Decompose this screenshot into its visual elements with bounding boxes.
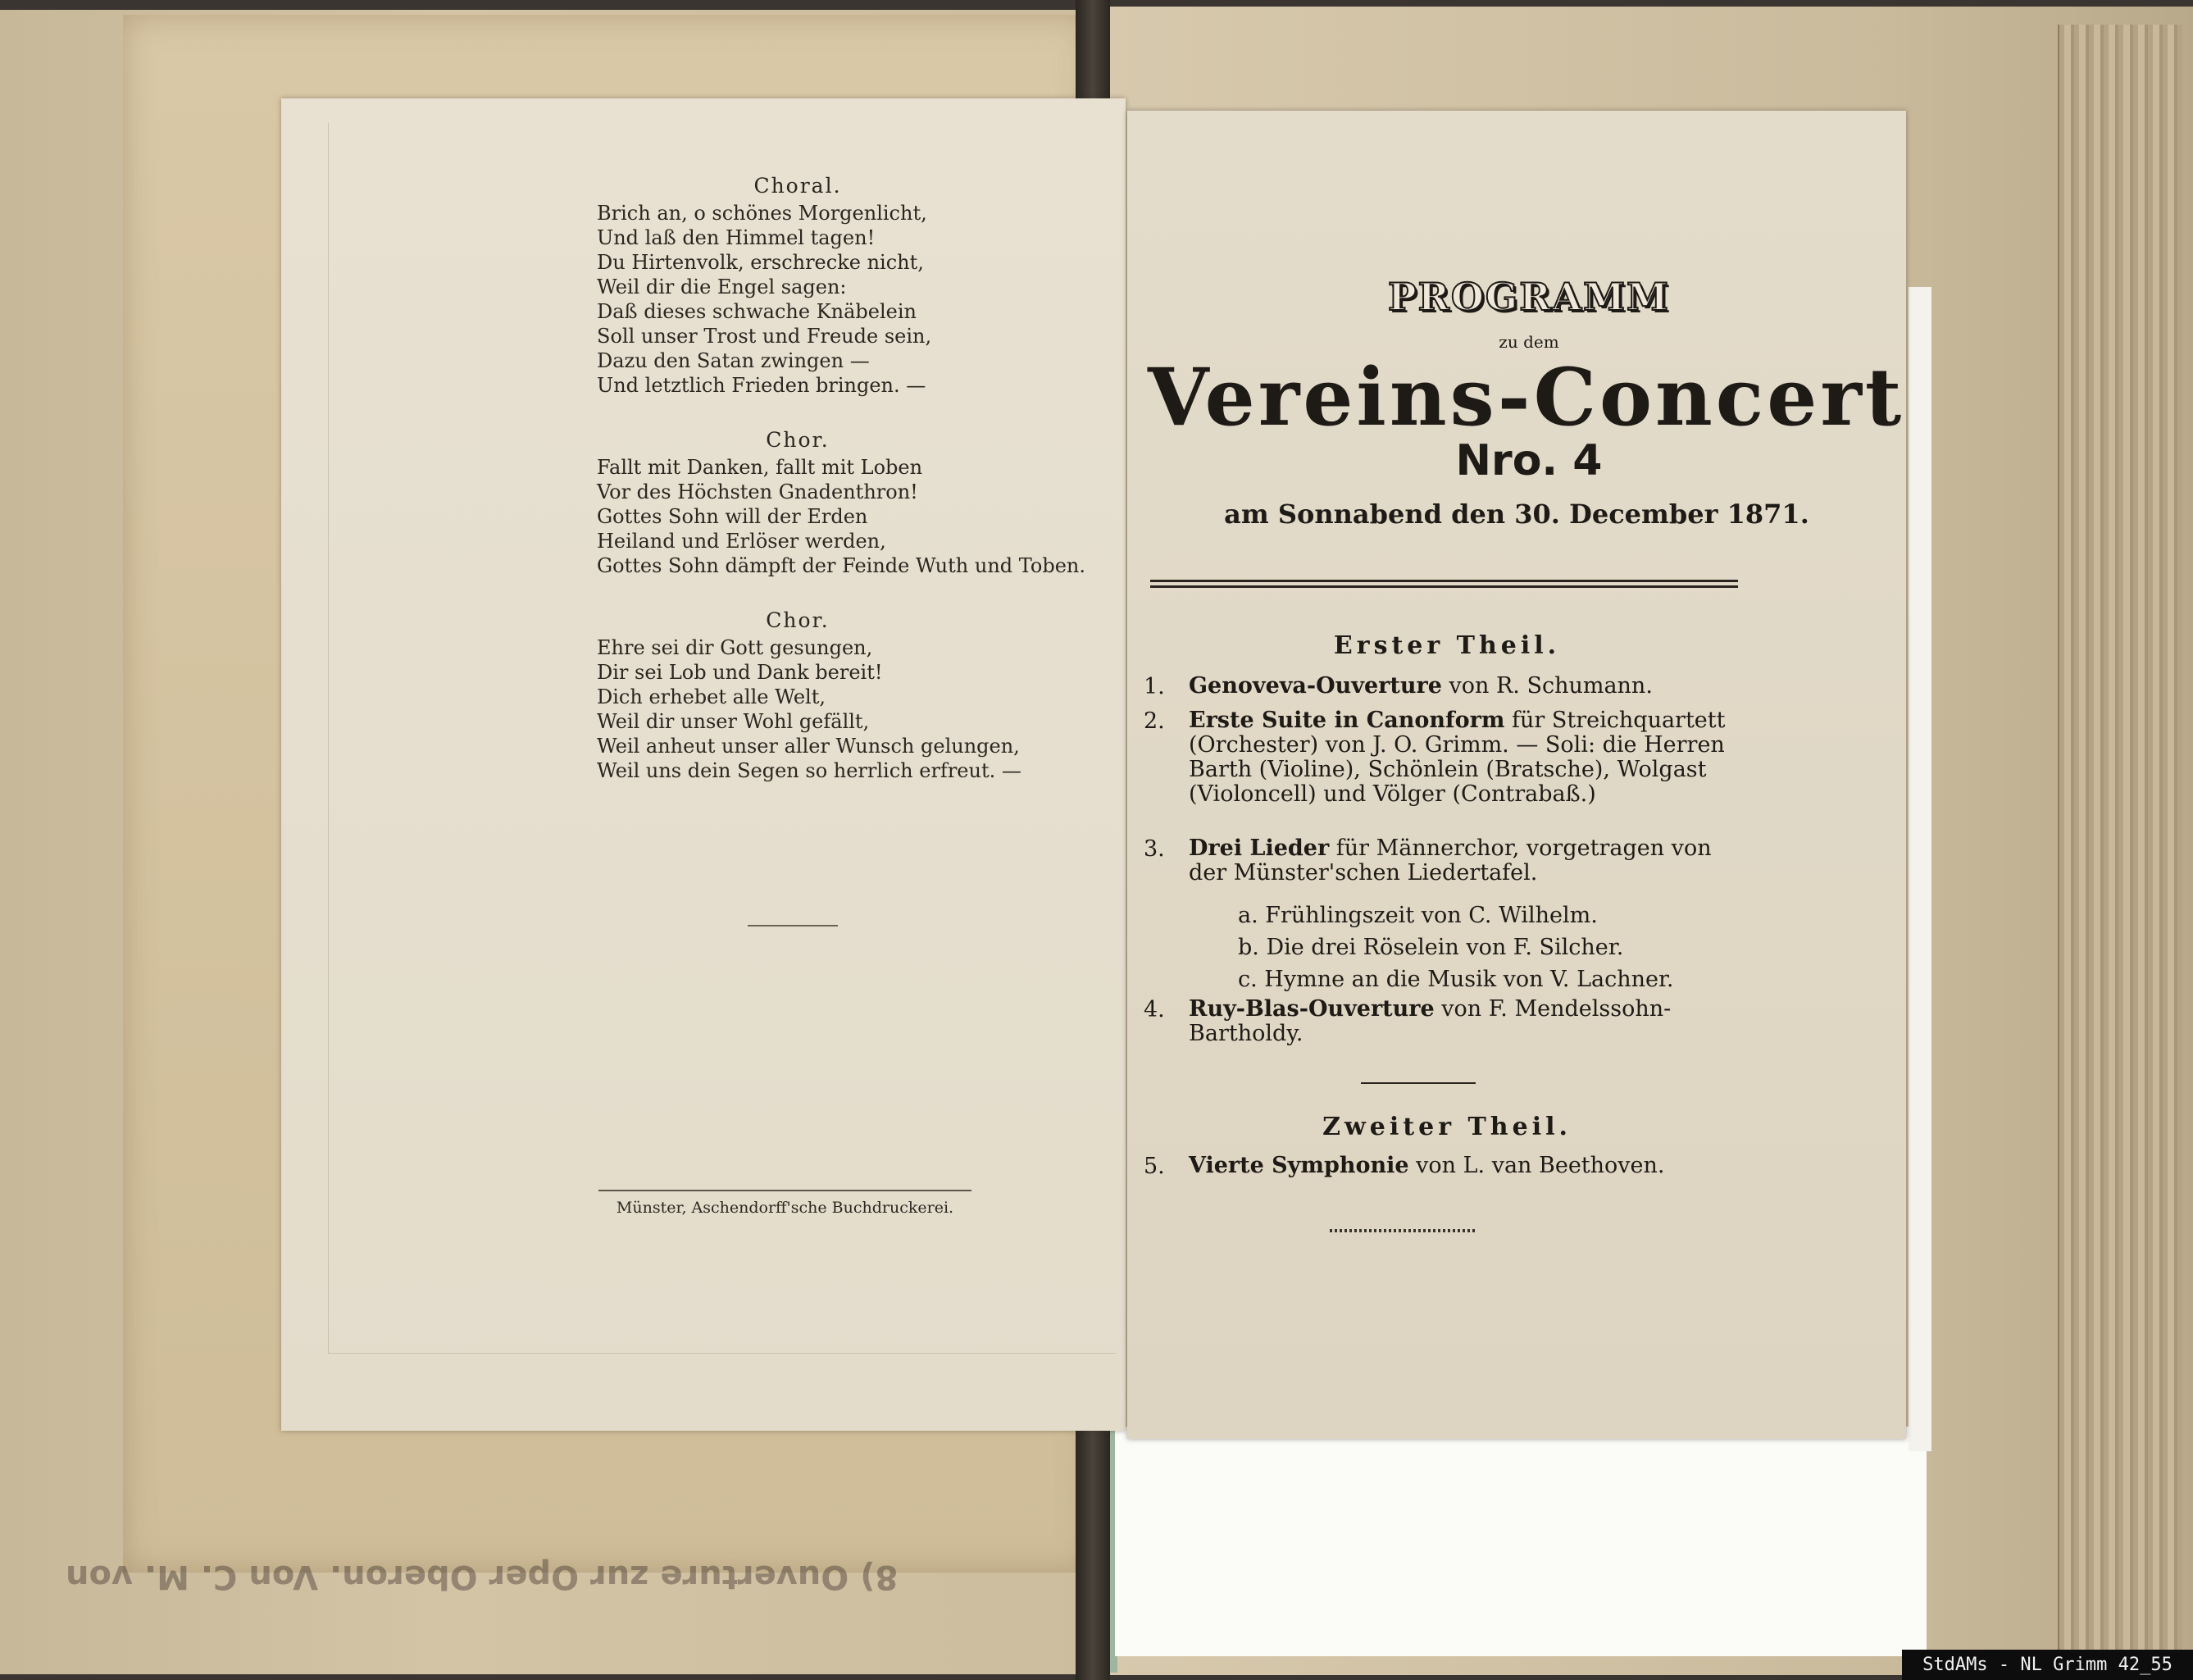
part-one-heading: Erster Theil.: [1333, 631, 1561, 660]
verse-line: Weil uns dein Segen so herrlich erfreut. —: [597, 759, 1021, 782]
verse-heading: Chor.: [766, 428, 830, 452]
item-number: 4.: [1144, 997, 1165, 1022]
page-edge-stack: [2058, 25, 2182, 1656]
ornamental-end-rule: [1330, 1229, 1477, 1232]
printer-imprint: Münster, Aschendorff'sche Buchdruckerei.: [616, 1199, 954, 1217]
verse-line: Weil anheut unser aller Wunsch gelungen,: [597, 735, 1020, 758]
concert-number: Nro. 4: [1455, 436, 1603, 485]
item-number: 2.: [1144, 708, 1165, 734]
item-text: [1189, 836, 1740, 886]
section-divider: [1361, 1082, 1476, 1084]
song-sub-item: b. Die drei Röselein von F. Silcher.: [1238, 935, 1624, 960]
verse-line: Dazu den Satan zwingen —: [597, 349, 870, 372]
imprint-rule: [598, 1190, 971, 1191]
verse-chor-2: [597, 608, 1021, 783]
song-sub-item: a. Frühlingszeit von C. Wilhelm.: [1238, 903, 1598, 928]
item-title: Vierte Symphonie: [1189, 1153, 1409, 1178]
verse-line: Soll unser Trost und Freude sein,: [597, 325, 932, 348]
verse-line: Brich an, o schönes Morgenlicht,: [597, 202, 927, 225]
song-sub-item: c. Hymne an die Musik von V. Lachner.: [1238, 967, 1674, 992]
double-rule: [1150, 580, 1738, 582]
verse-line: Dich erhebet alle Welt,: [597, 685, 826, 708]
item-detail: von L. van Beethoven.: [1408, 1153, 1665, 1178]
double-rule: [1150, 585, 1738, 588]
verse-heading: Choral.: [753, 174, 842, 198]
item-text: [1189, 674, 1740, 699]
verse-line: Weil dir unser Wohl gefällt,: [597, 710, 870, 733]
programme-subtitle: zu dem: [1499, 332, 1559, 352]
verse-line: Vor des Höchsten Gnadenthron!: [597, 480, 918, 503]
item-title: Erste Suite in Canonform: [1189, 708, 1505, 733]
concert-title: Vereins-Concert: [1148, 351, 1905, 444]
verse-line: Fallt mit Danken, fallt mit Loben: [597, 456, 923, 479]
verse-line: Heiland und Erlöser werden,: [597, 530, 886, 553]
verse-line: Weil dir die Engel sagen:: [597, 275, 847, 298]
verse-chor-1: [597, 428, 1085, 578]
verse-line: Dir sei Lob und Dank bereit!: [597, 661, 883, 684]
bleed-through-text: 8) Ouverture zur Oper Oberon. Von C. M. von: [66, 1558, 899, 1596]
divider-rule: [748, 925, 838, 927]
item-detail: für Streichquartett (Orchester) von J. O. Grimm. — Soli: die Herren Barth (Violine), Schönlein (Bratsche), Wolgast (Violoncell) und Völger (Contrabaß.): [1189, 708, 1726, 807]
part-two-heading: Zweiter Theil.: [1322, 1113, 1572, 1141]
item-number: 1.: [1144, 674, 1165, 699]
item-text: [1189, 997, 1740, 1046]
archive-label: StdAMs - NL Grimm 42_55: [1902, 1650, 2193, 1680]
verse-choral: [597, 174, 999, 398]
item-number: 3.: [1144, 836, 1165, 862]
item-number: 5.: [1144, 1154, 1165, 1179]
verse-line: Ehre sei dir Gott gesungen,: [597, 636, 873, 659]
verse-line: Und letztlich Frieden bringen. —: [597, 374, 926, 397]
verse-line: Du Hirtenvolk, erschrecke nicht,: [597, 251, 924, 274]
item-detail: für Männerchor, vorgetragen von der Münster'schen Liedertafel.: [1189, 835, 1712, 886]
verse-heading: Chor.: [766, 608, 830, 632]
verse-line: Gottes Sohn will der Erden: [597, 505, 868, 528]
white-paper-edge: [1909, 287, 1931, 1451]
verse-line: Daß dieses schwache Knäbelein: [597, 300, 917, 323]
verse-line: Und laß den Himmel tagen!: [597, 226, 876, 249]
programme-title: PROGRAMM: [1388, 275, 1670, 319]
verse-line: Gottes Sohn dämpft der Feinde Wuth und Toben.: [597, 554, 1086, 577]
white-paper-patch: [1115, 1427, 1927, 1656]
item-title: Drei Lieder: [1189, 835, 1330, 861]
item-detail: von R. Schumann.: [1441, 673, 1653, 699]
concert-date: am Sonnabend den 30. December 1871.: [1224, 499, 1809, 530]
item-title: Ruy-Blas-Ouverture: [1189, 996, 1435, 1022]
item-text: [1189, 1154, 1740, 1178]
item-detail: von F. Mendelssohn-Bartholdy.: [1189, 996, 1672, 1046]
item-text: [1189, 708, 1740, 807]
item-title: Genoveva-Ouverture: [1189, 673, 1442, 699]
